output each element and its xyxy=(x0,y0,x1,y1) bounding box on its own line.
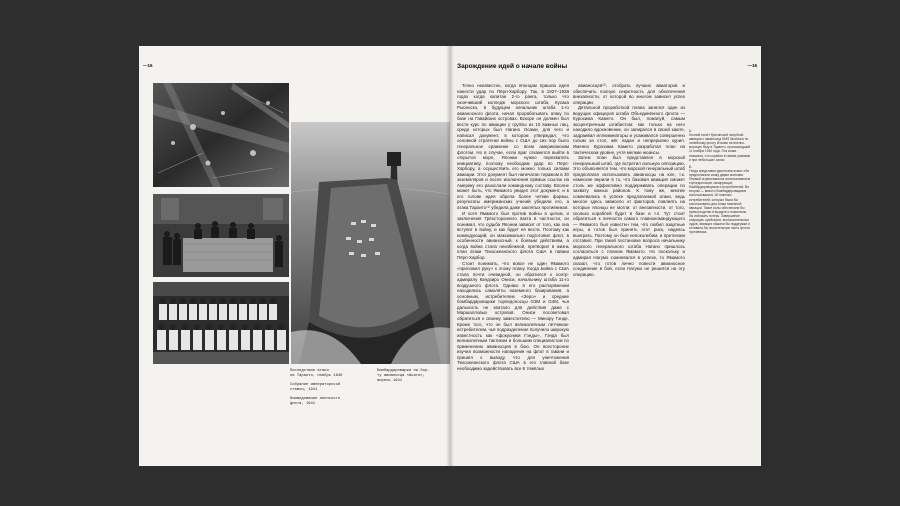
right-page-number: —16 xyxy=(747,63,757,68)
taranto-aerial-photo xyxy=(153,83,289,187)
right-page xyxy=(450,46,761,466)
caption-carrier-line1: Бомбардировщики на бор- xyxy=(377,369,430,373)
paragraph: Детальной проработкой плана занялся один из ведущих офицеров штаба Объединённого флота — Курохима Камето. Он был, пожалуй, самым эксцентричным штабистом: как только на него находило вдохновение, он запирался в своей каюте, задраивал иллюминаторы и усаживался совершенно голым за стол, жёг ладан и непрерывно курил. Именно Курохима Камето разработал план на тактическом уровне, учтя мелкие нюансы. xyxy=(573,105,685,155)
caption-taranto-line2: на Таранто, ноябрь 1940 xyxy=(290,374,343,378)
footnotes-column xyxy=(689,126,751,234)
caption-staff-line2: ставки, 1941 xyxy=(290,388,318,392)
book-gutter xyxy=(446,46,454,466)
paragraph: Затем план был представлен в морской генеральный штаб, где встретил сильную оппозицию. Это объясняется тем, что морской генеральный штаб предполагал использовать авианосцы на юге, т.к. немногие верили в то, что базовая авиация сможет столь же эффективно поддерживать операции по захвату южных районов. К тому же, многие сомневались в успехе предлагаемой атаки, ведь многое здесь зависело от факторов, повлиять на которые японцы не могли: от внезапности, от того, сколько кораблей будет в базе и т.п. Тут стоит обратиться к личности самого главнокомандующего — Ямамото был известен тем, что любил азартные игры, и готов был принять этот риск, надеясь выиграть. Поэтому он был непоколебим, и претензии отставил. При такой постановке вопроса начальнику морского генерального штаба Нагано пришлось согласиться с планом Ямамото. Но поскольку и адмирал Нагумо сомневался в успехе, то Ямамото сказал, что готов лично повести авианосное соединение в бой, если Нагумо не решится на эту операцию. xyxy=(573,155,685,277)
footnote-text: Ночной налёт британской палубной авиации с авианосца HMS Illustrious по линейному флоту Италии на военно-морскую базу в Таранто, произошедший 11 ноября 1940 года. Эта атака показала, что корабли в гавани уязвимы и при небольших силах. xyxy=(689,133,751,162)
paragraph: авианосцев⁽²⁾, отобрать лучших авиаторов и обеспечить полную секретность для обеспечения внезапности, от которой во многом зависел успех операции. xyxy=(573,83,685,105)
photo-captions-left xyxy=(290,369,360,411)
paragraph: Стоит понимать, что вовсе не один Ямамото «приложил руку» к этому плану. Когда война с США стала почти очевидной, он обратился к контр-адмиралу Кандзиро Ониси, начальнику штаба 11-го воздушного флота. Однако в его распоряжении находились самолёты наземного базирования, а основным, истребителем «Зеро» и средние бомбардировщики торпедоносцы G3M и G4M, чья дальность не хватало для действия даже с Маршалловых островов. Ониси посоветовал обратиться к своему заместителю — Минору Гэнде. Кроме того, что он был великолепным лётчиком-истребителем, чьё подразделение получило широкую известность как «фокусники Гэнды», Гэнда был великолепным тактиком и большим специалистом по применению авианосцев в бою. Он всесторонне изучил возможности нападения на флот в гавани и пришёл к выводу, что для уничтожения Тихоокеанского флота США в его главной базе необходимо задействовать все 6 тяжёлых xyxy=(457,260,569,371)
caption-carrier-line3: апрель 1941 xyxy=(377,379,403,383)
chapter-title: Зарождение идей о начале войны xyxy=(457,63,568,70)
caption-staff-line1: Собрание императорской xyxy=(290,383,341,387)
paragraph: И хотя Ямамото был против войны в целом, и заключения Трёхстороннего пакта в частности, он понимал, что судьба Японии зависит от того, как она вступит в войну, и как будет её вести. Поэтому как командующий, он максимально подготовил флот, в особенности авианосный, к боевым действиям, а когда война стала неизбежной, претворил в жизнь план атаки Тихоокеанского флота США в гавани Пёрл-Харбор. xyxy=(457,210,569,260)
footnote-text: Гэнда представил два плана атаки: оба предполагали атаку двумя волнами. Первый ограничивался использованием торпедоносцев, пикирующих бомбардировщиков и истребителей. Во втором — вместо бомбардировщиков использовались 16 тяжелых истребителей, которые были бы использованы для атаки наземной авиации. Такие силы обеспечили бы превосходство в воздухе и позволили бы избежать потерь. Завершение операции, крейсеров, вспомогательных судов, авиация лишила бы поддержки и оставила бы значительную часть флота противника. xyxy=(689,168,751,235)
fleet-command-photo xyxy=(153,282,289,364)
text-column-2 xyxy=(573,83,685,363)
left-page-number: —16 xyxy=(143,63,153,68)
caption-taranto-line1: Последствия атаки xyxy=(290,369,329,373)
carrier-akagi-photo xyxy=(291,122,450,364)
footnote-number: 2. xyxy=(689,164,692,169)
caption-command-line2: флота, 1941 xyxy=(290,402,316,406)
caption-command-line1: Командование японского xyxy=(290,397,341,401)
photo-caption-carrier xyxy=(377,369,449,388)
paragraph: Точно неизвестно, когда японцам пришла идея нанести удар по Пёрл-Харбору. Так, в 1927–1928 годах когда капитан 2-го ранга, только что окончивший колледж морского штаба, Кусака Рьюноскэ, в будущем начальник штаба 1-го авианосного флота, начал прорабатывать атаку по базе на Гавайских островах. Вскоре он должен был вести курс по авиации у группы из 10 важных лиц, среди которых был Нагано Осами, для чего и написал документ, в котором утверждал, что основной стратегии войны с США до сих пор было генеральное сражение со всем американским флотом. Но в случае, если враг откажется выйти в открытое море, Японии нужно перехватить инициативу, поэтому необходим удар по Пёрл-Харбору, а осуществить его можно только силами авиации. Этот документ был напечатан тиражом в 30 экземпляров и после исключения прямых ссылок на Америку его разослали командному составу. Вполне может быть, что Ямамото увидел этот документ, и в его голове идея обрела более четкие формы, результаты американских учений убедили его, а атака Таранто⁽¹⁾ убедила даже заклятых противников. xyxy=(457,83,569,211)
text-column-1 xyxy=(457,83,569,461)
staff-meeting-photo xyxy=(153,194,289,277)
caption-carrier-line2: ту авианосца «Акаги», xyxy=(377,374,425,378)
left-page xyxy=(139,46,450,466)
footnote-number: 1. xyxy=(689,129,692,133)
